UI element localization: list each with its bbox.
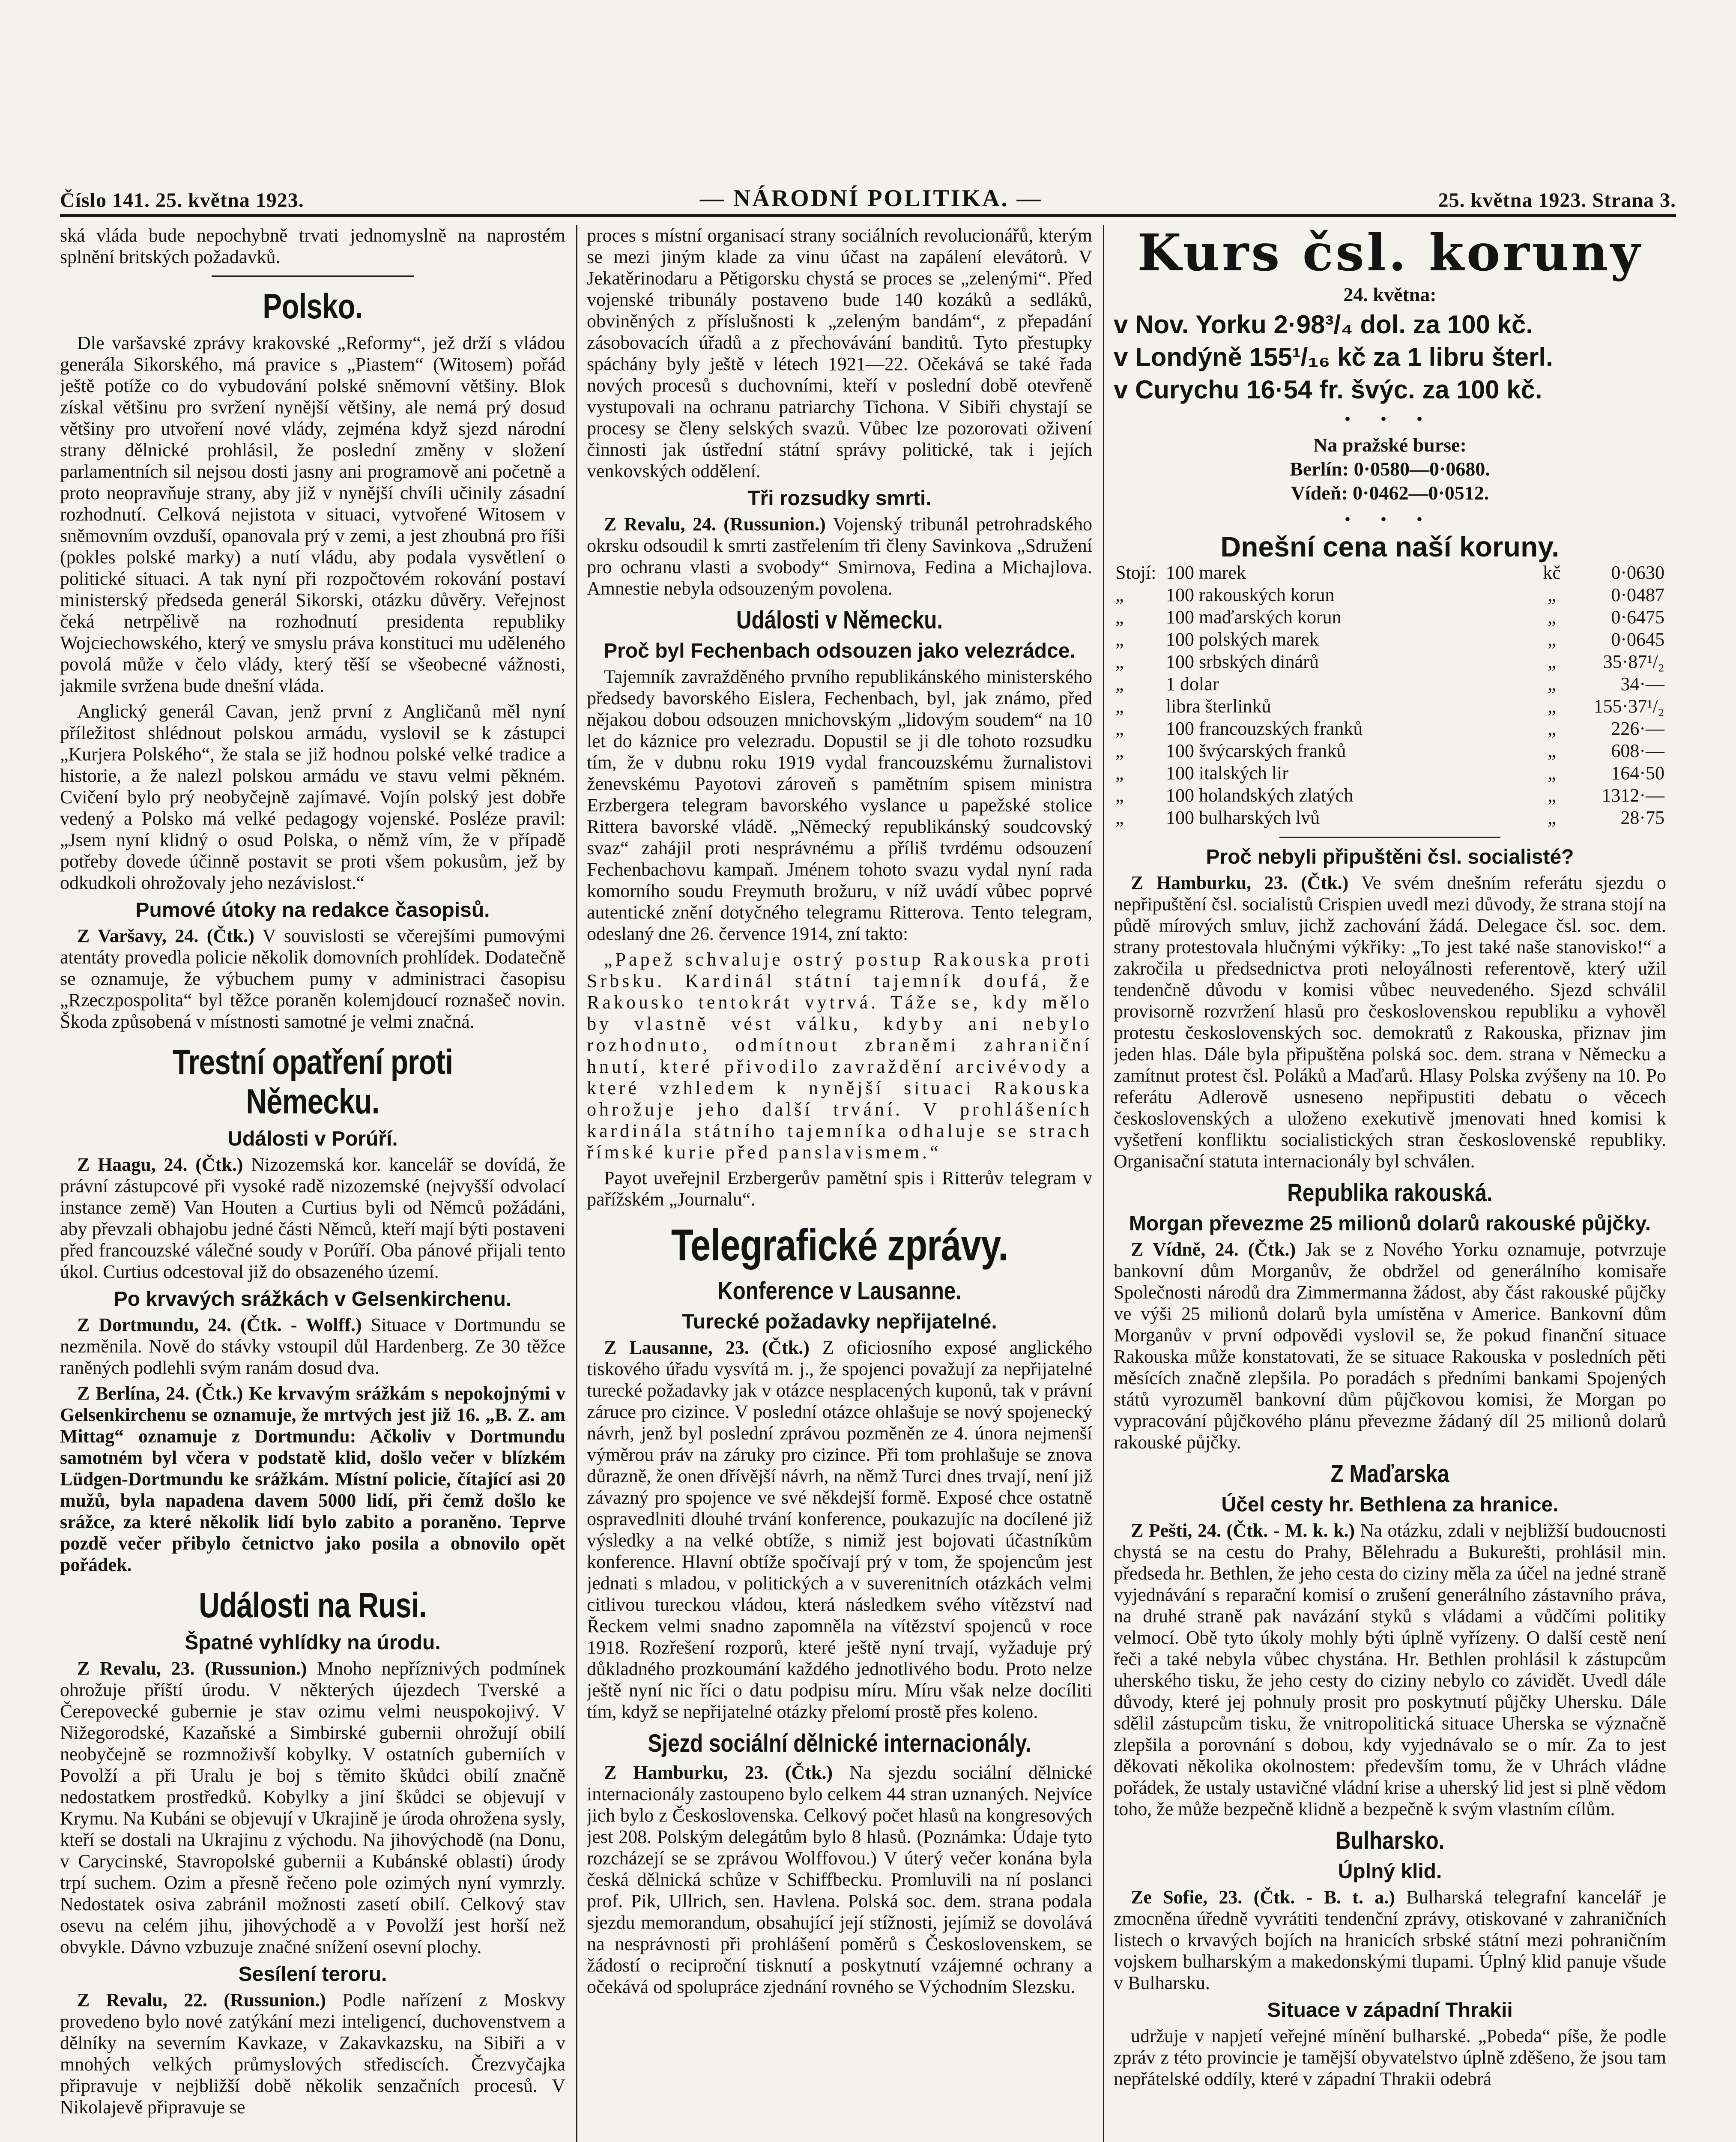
article-paragraph	[1114, 872, 1666, 1172]
section-subtitle: Úplný klid.	[1338, 1860, 1442, 1883]
kurs-line-london: v Londýně 155¹/₁₆ kč za 1 libru šterl.	[1114, 343, 1553, 371]
article-paragraph	[60, 1314, 565, 1379]
rate-prefix: „	[1115, 718, 1124, 739]
section-subtitle: Konference v Lausanne.	[717, 1277, 962, 1305]
article-paragraph: Payot uveřejnil Erzbergerův pamětní spis i Ritterův telegram v pařížském „Journalu“.	[587, 1167, 1092, 1210]
rate-unit: „	[1548, 763, 1556, 784]
rate-label: 100 marek	[1166, 562, 1246, 583]
article-text: Na sjezdu sociální dělnické internacionály zastoupeno bylo celkem 44 stran uznaných. Nejvíce jich bylo z Československa. Celkový počet hlasů na kongresových jest 208. Polským delegátům bylo 8 hlasů. (Poznámka: Údaje tyto rozcházejí se se zprávou Wolffovou.) V úterý večer konána byla česká dělnická schůze v Schiffbecku. Promluvili na ní poslanci prof. Pik, Ullrich, sen. Havlena. Polská soc. dem. strana podala sjezdu memorandum, obsahující její stížnosti, jejímiž se dovolává na nesprávnosti při prohlášení poměrů s Československem, se žádostí o reciproční tisknutí a poskytnutí vzájemné ochrany a očekává od spolupráce zjednání rovného se Východním Slezsku.	[587, 1762, 1092, 1997]
rate-value: 608·—	[1611, 740, 1664, 761]
section-title-sjezd: Sjezd sociální dělnické internacionály.	[648, 1729, 1031, 1757]
rate-label: 100 polských marek	[1166, 629, 1319, 650]
rate-value: 0·0645	[1611, 629, 1664, 650]
rate-row	[1114, 695, 1666, 718]
kurs-line-newyork: v Nov. Yorku 2·98³/₄ dol. za 100 kč.	[1114, 310, 1533, 339]
section-title-rusi: Události na Rusi.	[199, 1586, 427, 1625]
article-paragraph: udržuje v napjetí veřejné mínění bulharské. „Pobeda“ píše, že podle zpráv z této provincie je tamější obyvatelstvo úplně zděšeno, že jsou tam nepřátelské oddíly, které v západní Thrakii odebrá	[1114, 2025, 1666, 2089]
separator-dots: • • •	[1344, 509, 1435, 529]
section-title-rakouska: Republika rakouská.	[1287, 1179, 1493, 1207]
dateline: Z Revalu, 22. (Russunion.)	[77, 1989, 326, 2010]
section-title-trestni: Trestní opatření proti Německu.	[172, 1043, 453, 1121]
rate-row	[1114, 651, 1666, 673]
rate-unit: „	[1548, 607, 1556, 628]
rate-label: 100 švýcarských franků	[1166, 740, 1346, 761]
article-text: Podle nařízení z Moskvy provedeno bylo nové zatýkání mezi inteligencí, duchovenstvem a dělníky na severním Kavkaze, v Zakavkazsku, na Sibiři a v mnohých velkých průmyslových střediscích. Črezvyčajka připravuje v nejbližší době několik senzačních procesů. V Nikolajevě připravuje se	[60, 1989, 565, 2118]
article-title-tri: Tři rozsudky smrti.	[747, 487, 932, 510]
article-paragraph	[60, 1989, 565, 2118]
section-title-nemecku: Události v Německu.	[736, 606, 943, 634]
rate-value: 164·50	[1611, 763, 1664, 784]
article-paragraph	[587, 1762, 1092, 1998]
article-paragraph	[1114, 1520, 1666, 1820]
rate-prefix: „	[1115, 584, 1124, 605]
article-title-pumove: Pumové útoky na redakce časopisů.	[135, 899, 490, 921]
article-text: Ve svém dnešním referátu sjezdu o nepřipuštění čsl. socialistů Crispien uvedl mezi důvody, že strana stojí na půdě mírových smluv, jichž zachování žádá. Delegace čsl. soc. dem. strany protestovala hlučnými výkřiky: „To jest také naše stanovisko!“ a zakročila u předsednictva proti neloyálnosti referentově, který užil tendenčně důvodu v komisi vůbec neuvedeného. Sjezd schválil provisorně rozvržení hlasů pro československou republiku a vyhověl protestu československých soc. demokratů z Rakouska, přiznav jim jeden hlas. Dále byla připuštěna polská soc. dem. strana v Německu a zamítnut protest čsl. Poláků a Maďarů. Hlasy Polska zvýšeny na 10. Po referátu Adlerově usneseno nepřipustiti debatu o věcech československých a uloženo exekutivě jmenovati hned komisi k vyšetření konfliktu socialistických stran československé republiky. Organisační statuta internacionály byl schválen.	[1114, 872, 1666, 1172]
dateline: Z Varšavy, 24. (Čtk.)	[77, 925, 254, 946]
article-text: Na otázku, zdali v nejbližší budoucnosti chystá se na cestu do Prahy, Bělehradu a Bukurešti, prohlásil min. předseda hr. Bethlen, že jeho cesta do ciziny měla za účel na jedné straně vyjednávání s reparační komisí o zrušení generálního zástavního práva, na druhé straně pak navázání styků s vládami a vůdčími politiky velmocí. Obě tyto úkoly mohly býti úplně vyřízeny. O další cestě není řeči a také nebyla vůbec chystána. Hr. Bethlen prohlásil k zástupcům uherského tisku, že jeho cesty do ciziny nebylo co závidět. Uvedl dále důvody, které jej pohnuly prosit pro poskytnutí půjčky Uhersku. Dále sdělil zástupcům tisku, že vnitropolitická situace Uherska se význačně zlepšila a porovnání s dobou, kdy vyjednávalo se o mír. Za to jest děkovati několika okolnostem: především tomu, že v Uhrách vládne pořádek, že ustaly ustavičné vládní krise a uherský lid jest si plně vědom toho, že může bezpečně klidně a bezpečně k svým vlastním cílům.	[1114, 1520, 1666, 1819]
article-paragraph	[60, 1154, 565, 1283]
dateline: Z Dortmundu, 24. (Čtk. - Wolff.)	[77, 1314, 362, 1335]
rate-value: 226·—	[1611, 718, 1664, 739]
rate-unit: kč	[1543, 562, 1561, 583]
article-paragraph	[587, 514, 1092, 599]
section-subtitle: Události v Porúří.	[227, 1128, 398, 1150]
continued-text: proces s místní organisací strany sociálních revolucionářů, kterým se mezi jiným klade za vinu účast na zapálení elevátorů. V Jekatěrinodaru a Pětigorsku chystá se proces se „zelenými“. Před vojenské tribunály postaveno bude 140 kozáků a sedláků, obviněných z příslušnosti k „zeleným bandám“, z přepadání zásobovacích úřadů a z přechovávání banditů. Tyto přestupky spáchány byly ještě v létech 1921—22. Očekává se také řada nových procesů s duchovními, kteří v poslední době otevřeně vystupovali na ochranu patriarchy Tichona. V Sibiři chystají se procesy se členy selských svazů. Vůbec lze pozorovati oživení činnosti jak ústřední státní správy politické, tak i jejích venkovských oddělení.	[587, 225, 1092, 482]
exchange-rates-table	[1114, 562, 1666, 829]
rate-prefix: Stojí:	[1115, 562, 1156, 583]
section-title-telegraf: Telegrafické zprávy.	[671, 1221, 1008, 1270]
rate-unit: „	[1548, 629, 1556, 650]
section-subtitle: Morgan převezme 25 milionů dolarů rakouské půjčky.	[1129, 1212, 1651, 1235]
rate-unit: „	[1548, 740, 1556, 761]
section-subtitle: Turecké požadavky nepřijatelné.	[682, 1310, 997, 1333]
article-paragraph	[1114, 1239, 1666, 1453]
rate-prefix: „	[1115, 763, 1124, 784]
burse-viden: Vídeň: 0·0462—0·0512.	[1291, 482, 1489, 504]
article-text: Ke krvavým srážkám s nepokojnými v Gelsenkirchenu se oznamuje, že mrtvých jest již 16. „B. Z. am Mittag“ oznamuje z Dortmundu: Ačkoliv v Dortmundu samotném byl včera v podstatě klid, došlo večer v blízkém Lüdgen-Dortmundu ke srážkám. Místní policie, čítající asi 20 mužů, byla napadena davem 5000 lidí, při čemž došlo ke srážce, za které několik lidí bylo zabito a poraněno. Teprve pozdě večer přibylo četnictvo jako posila a obnovilo opět pořádek.	[60, 1383, 565, 1575]
rate-row	[1114, 562, 1666, 584]
section-subtitle: Sesílení teroru.	[238, 1963, 387, 1986]
section-subtitle: Proč byl Fechenbach odsouzen jako velezrádce.	[604, 640, 1076, 662]
section-rule	[212, 275, 414, 277]
rate-value: 0·6475	[1611, 607, 1664, 628]
section-subtitle: Špatné vyhlídky na úrodu.	[185, 1631, 441, 1654]
rate-label: 100 rakouských korun	[1166, 584, 1335, 605]
article-text: Nizozemská kor. kancelář se dovídá, že právní zástupcové při vysoké radě nizozemské (nejvyšší odvolací instance země) Van Houten a Curtius byli od Němců požádáni, aby převzali obhajobu jedné části Němců, kteří mají býti postaveni před francouzské válečné soudy v Porúří. Oba pánové přijali tento úkol. Curtius odcestoval již do obsazeného území.	[60, 1154, 565, 1282]
rate-value: 34·—	[1620, 673, 1664, 694]
header-issue: Číslo 141. 25. května 1923.	[60, 189, 304, 212]
article-paragraph: Dle varšavské zprávy krakovské „Reformy“, jež drží s vládou generála Sikorského, má pravice s „Piastem“ (Witosem) pořád ještě potíže co do vybudování polské sněmovní většiny. Blok získal většinu pro svržení nynější většiny, ale nemá prý dosud většiny pro utvoření nové vlády, zejména když sjezd národní strany dělnické prohlásil, že poslední změny v složení parlamentních sil nejsou dosti jasny ani programově ani početně a proto neopravňuje strany, aby již v nynější chvíli učinily zásadní rozhodnutí. Celková nejistota v situaci, vytvořené Witosem v sněmovním ovzduší, opanovala prý v zemi, a jest zhoubná pro říši (pokles polské marky) a nutí vládu, aby podala vysvětlení o politické situaci. A tak nyní při rozpočtovém rokování postaví ministerský předseda generál Sikorski, otázku důvěry. Veřejnost čeká netrpělivě na rozhodnutí presidenta republiky Wojciechowského, který ve smyslu práva konstituci mu uděleného povolá může v čelo vlády, který těší se všeobecné vážnosti, jakmile svržena bude dnešní vláda.	[60, 332, 565, 696]
article-text: Jak se z Nového Yorku oznamuje, potvrzuje bankovní dům Morganův, že obdržel od generálního komisaře Společnosti národů dra Zimmermanna žádost, aby část rakouské půjčky ve výši 25 milionů dolarů byla umístěna v Americe. Bankovní dům Morganův v první odpovědi vyslovil se, že pokud finanční situace Rakouska může konstatovati, že se situace Rakouska v posledních pěti měsících značně zlepšila. Po poradách s předními bankami Spojených států vyrozuměl bankovní dům půjčkovou komisi, že Morgan po vypracování půjčkového plánu převezme žádaný díl 25 milionů dolarů rakouské půjčky.	[1114, 1239, 1666, 1453]
rate-label: 100 bulharských lvů	[1166, 807, 1320, 828]
rate-prefix: „	[1115, 607, 1124, 628]
article-paragraph	[60, 1383, 565, 1576]
rate-label: 1 dolar	[1166, 673, 1219, 694]
kurs-line-zurich: v Curychu 16·54 fr. švýc. za 100 kč.	[1114, 375, 1542, 404]
section-subtitle: Účel cesty hr. Bethlena za hranice.	[1221, 1493, 1559, 1516]
rate-label: libra šterlinků	[1166, 696, 1271, 717]
article-paragraph	[1114, 1887, 1666, 1994]
column-divider	[1103, 225, 1104, 2142]
rate-row	[1114, 740, 1666, 762]
dateline: Z Hamburku, 23. (Čtk.)	[1131, 872, 1349, 893]
burse-berlin: Berlín: 0·0580—0·0680.	[1290, 458, 1490, 480]
dateline: Z Berlína, 24. (Čtk.)	[77, 1383, 243, 1404]
dateline: Ze Sofie, 23. (Čtk. - B. t. a.)	[1131, 1887, 1395, 1908]
rate-label: 100 italských lir	[1166, 763, 1288, 784]
dateline: Z Lausanne, 23. (Čtk.)	[604, 1337, 810, 1358]
article-text: Bulharská telegrafní kancelář je zmocněna úředně vyvrátiti tendenční zprávy, otiskované v zahraničních listech o krvavých bojích na hranicích srbské státní mezi pohraničním vojskem bulharským a makedonskými tlupami. Úplný klid panuje všude v Bulharsku.	[1114, 1887, 1666, 1993]
rate-prefix: „	[1115, 785, 1124, 806]
rate-unit: „	[1548, 785, 1556, 806]
masthead-title: — NÁRODNÍ POLITIKA. —	[699, 185, 1043, 212]
rate-value: 155·37¹/₂	[1593, 696, 1664, 717]
kurs-title: Kurs čsl. koruny	[1137, 225, 1643, 282]
column-2	[587, 225, 1092, 2142]
rate-row	[1114, 784, 1666, 807]
rate-unit: „	[1548, 673, 1556, 694]
dateline: Z Haagu, 24. (Čtk.)	[77, 1154, 243, 1175]
article-text: Situace v Dortmundu se nezměnila. Nově do stávky vstoupil důl Hardenberg. Ze 30 těžce raněných podlehli svým ranám dosud dva.	[60, 1314, 565, 1378]
rate-prefix: „	[1115, 629, 1124, 650]
continued-text: ská vláda bude nepochybně trvati jednomyslně na naprostém splnění britských požadavků.	[60, 225, 565, 267]
rate-label: 100 holandských zlatých	[1166, 785, 1354, 806]
kurs-date: 24. května:	[1343, 284, 1437, 305]
article-paragraph	[60, 925, 565, 1032]
rate-value: 0·0487	[1611, 584, 1664, 605]
article-text: Z oficiosního exposé anglického tiskového úřadu vysvítá m. j., že spojenci považují za nepřijatelné turecké požadavky jak v otázce nesplacených kuponů, tak v právní záruce pro cizince. V poslední otázce ohlašuje se nový spojenecký návrh, jenž byl poslední zprávou pozměněn ze 4. února nejmenší výměrou práv na záruky pro cizince. Při tom prohlašuje se znova důrazně, že onen dřívější návrh, na němž Turci dnes trvají, není již závazný pro spojence ve své někdejší formě. Exposé chce ostatně ospravedlniti dlouhé trvání konference, poukazujíc na docílené již výsledky a na velké obtíže, s nimiž jest bojovati účastníkům konference. Hlavní obtíže spočívají prý v tom, že spojencům jest jednati s mladou, v politických a v suverenitních otázkách velmi citlivou tureckou vládou, která následkem svého vítězství nad Řeckem velmi snadno zapomněla na vítězství spojenců v roce 1918. Rozřešení rozporů, které ještě nyní trvají, vyžaduje prý důkladného prozkoumání každého jednotlivého bodu. Proto nelze ještě nyní nic říci o datu podpisu míru. Míru však nelze docíliti tím, když se nepřijatelné otázky přelomí prostě přes koleno.	[587, 1337, 1092, 1722]
rate-value: 35·87¹/₂	[1603, 651, 1664, 672]
column-divider	[576, 225, 577, 2142]
article-paragraph	[587, 1337, 1092, 1723]
rate-row	[1114, 628, 1666, 651]
rate-label: 100 srbských dinárů	[1166, 651, 1319, 672]
dateline: Z Revalu, 24. (Russunion.)	[604, 514, 826, 535]
rate-prefix: „	[1115, 696, 1124, 717]
separator-dots: • • •	[1344, 409, 1435, 428]
article-title-gelsenkirchen: Po krvavých srážkách v Gelsenkirchenu.	[114, 1288, 512, 1310]
rate-row	[1114, 584, 1666, 606]
rate-row	[1114, 762, 1666, 784]
rate-unit: „	[1548, 718, 1556, 739]
column-3	[1114, 225, 1666, 2142]
article-text: Vojenský tribunál petrohradského okrsku odsoudil k smrti zastřelením tři členy Savinkova „Sdružení pro ochranu vlasti a svobody“ Smirnova, Fedina a Michajlova. Amnestie nebyla odsouzeným povolena.	[587, 514, 1092, 599]
dateline: Z Pešti, 24. (Čtk. - M. k. k.)	[1131, 1520, 1355, 1541]
rate-unit: „	[1548, 651, 1556, 672]
column-1	[60, 225, 565, 2142]
rate-prefix: „	[1115, 740, 1124, 761]
rate-prefix: „	[1115, 673, 1124, 694]
rate-row	[1114, 807, 1666, 829]
rate-label: 100 maďarských korun	[1166, 607, 1342, 628]
section-title-polsko: Polsko.	[263, 287, 363, 326]
dateline: Z Vídně, 24. (Čtk.)	[1131, 1239, 1296, 1260]
rate-row	[1114, 606, 1666, 628]
rate-label: 100 francouzských franků	[1166, 718, 1363, 739]
rate-unit: „	[1548, 584, 1556, 605]
dateline: Z Hamburku, 23. (Čtk.)	[604, 1762, 833, 1783]
rate-prefix: „	[1115, 651, 1124, 672]
section-title-madarska: Z Maďarska	[1330, 1460, 1449, 1488]
article-title-proc: Proč nebyli připuštěni čsl. socialisté?	[1206, 846, 1574, 868]
cena-title: Dnešní cena naší koruny.	[1220, 531, 1560, 562]
article-paragraph	[60, 1658, 565, 1958]
rate-prefix: „	[1115, 807, 1124, 828]
section-title-bulharsko: Bulharsko.	[1335, 1827, 1445, 1855]
rate-unit: „	[1548, 807, 1556, 828]
header-rule	[60, 214, 1676, 217]
rate-unit: „	[1548, 696, 1556, 717]
article-text: V souvislosti se včerejšími pumovými atentáty provedla policie několik domovních prohlídek. Dodatečně se oznamuje, že výbuchem pumy v administraci časopisu „Rzeczpospolita“ byl těžce poraněn kolemjdoucí roznašeč novin. Škoda způsobená v místnosti samotné je velmi značná.	[60, 925, 565, 1032]
article-quote: „Papež schvaluje ostrý postup Rakouska proti Srbsku. Kardinál státní tajemník doufá, že Rakousko tentokrát vytrvá. Táže se, kdy mělo by vlastně vést válku, kdyby ani nebylo rozhodnuto, odmítnout zbraněmi zahraniční hnutí, které přivodilo zavraždění arcivévody a které vzhledem k nynější situaci Rakouska ohrožuje jeho další trvání. V prohlášeních kardinála státního tajemníka odhaluje se strach římské kurie před panslavismem.“	[587, 949, 1092, 1163]
burse-title: Na pražské burse:	[1313, 434, 1467, 456]
article-paragraph: Tajemník zavražděného prvního republikánského ministerského předsedy bavorského Eislera, Fechenbach, byl, jak známo, před nějakou dobou odsouzen mnichovským „lidovým soudem“ na 10 let do káznice pro velezradu. Dopustil se ji dle tohoto rozsudku tím, že v dubnu roku 1919 vydal francouzskému žurnalistovi ženevskému Payotovi zároveň s pamětním spisem ministra Erzbergera telegram bavorského vyslance u papežské stolice Rittera bavorské vládě. „Německý republikánský soudcovský svaz“ zahájil proti nesprávnému a příliš tvrdému odsouzení Fechenbachovu kampaň. Jménem tohoto svazu vydal nyní rada komorního soudu Freymuth brožuru, v níž uvádí vůbec poprvé autentické znění dotyčného telegramu Ritterova. Tento telegram, odeslaný dne 26. července 1914, zní takto:	[587, 666, 1092, 944]
article-paragraph: Anglický generál Cavan, jenž první z Angličanů měl nyní příležitost shlédnout polskou armádu, vyslovil se k zástupci „Kurjera Polského“, že stala se již hodnou polské velké tradice a historie, a že nalezl polskou armádu ve stavu velmi pěkném. Cvičení bylo prý neobyčejně zajímavé. Vojín polský jest dobře vedený a Polsko má velké pedagogy vojenské. Posléze pravil: „Jsem nyní klidný o osud Polska, o němž vím, že v případě potřeby dovede účinně postavit se proti všem pokusům, jež by odkudkoli ohrožovaly jeho nezávislost.“	[60, 701, 565, 893]
rate-value: 28·75	[1620, 807, 1664, 828]
running-header	[60, 169, 1676, 212]
article-text: Mnoho nepříznivých podmínek ohrožuje příští úrodu. V některých újezdech Tverské a Čerepovecké gubernie je stav ozimu velmi neuspokojivý. V Nižegorodské, Kazaňské a Simbirské gubernii ohrožují obilí neobyčejně se rozmnoživší kobylky. V ostatních guberniích v Povolží a při Uralu je boj s těmito škůdci obilí značně nedostatkem prostředků. Kobylky a jiní škůdci se objevují v Krymu. Na Kubáni se objevují v Ukrajině je úroda ohrožena sysly, kteří se dostali na Ukrajinu z východu. Na jihovýchodě (na Donu, v Carycinské, Stavropolské gubernii a Kubánské oblasti) úrody trpí suchem. Ozim a přesně řečeno pole ozimých nyní vymrzly. Nedostatek osiva zabránil možnosti zasetí obilí. Celkový stav osevu na celém jihu, jihovýchodě a v Povolží jest horší než obvykle. Dávno vzbuzuje značné snížení osevní plochy.	[60, 1658, 565, 1957]
rate-row	[1114, 718, 1666, 740]
rate-value: 1312·—	[1602, 785, 1664, 806]
section-subtitle: Situace v západní Thrakii	[1267, 1999, 1513, 2022]
section-rule	[1279, 837, 1500, 838]
rate-value: 0·0630	[1611, 562, 1664, 583]
header-date-page: 25. května 1923. Strana 3.	[1438, 189, 1676, 212]
dateline: Z Revalu, 23. (Russunion.)	[77, 1658, 307, 1679]
rate-row	[1114, 673, 1666, 695]
